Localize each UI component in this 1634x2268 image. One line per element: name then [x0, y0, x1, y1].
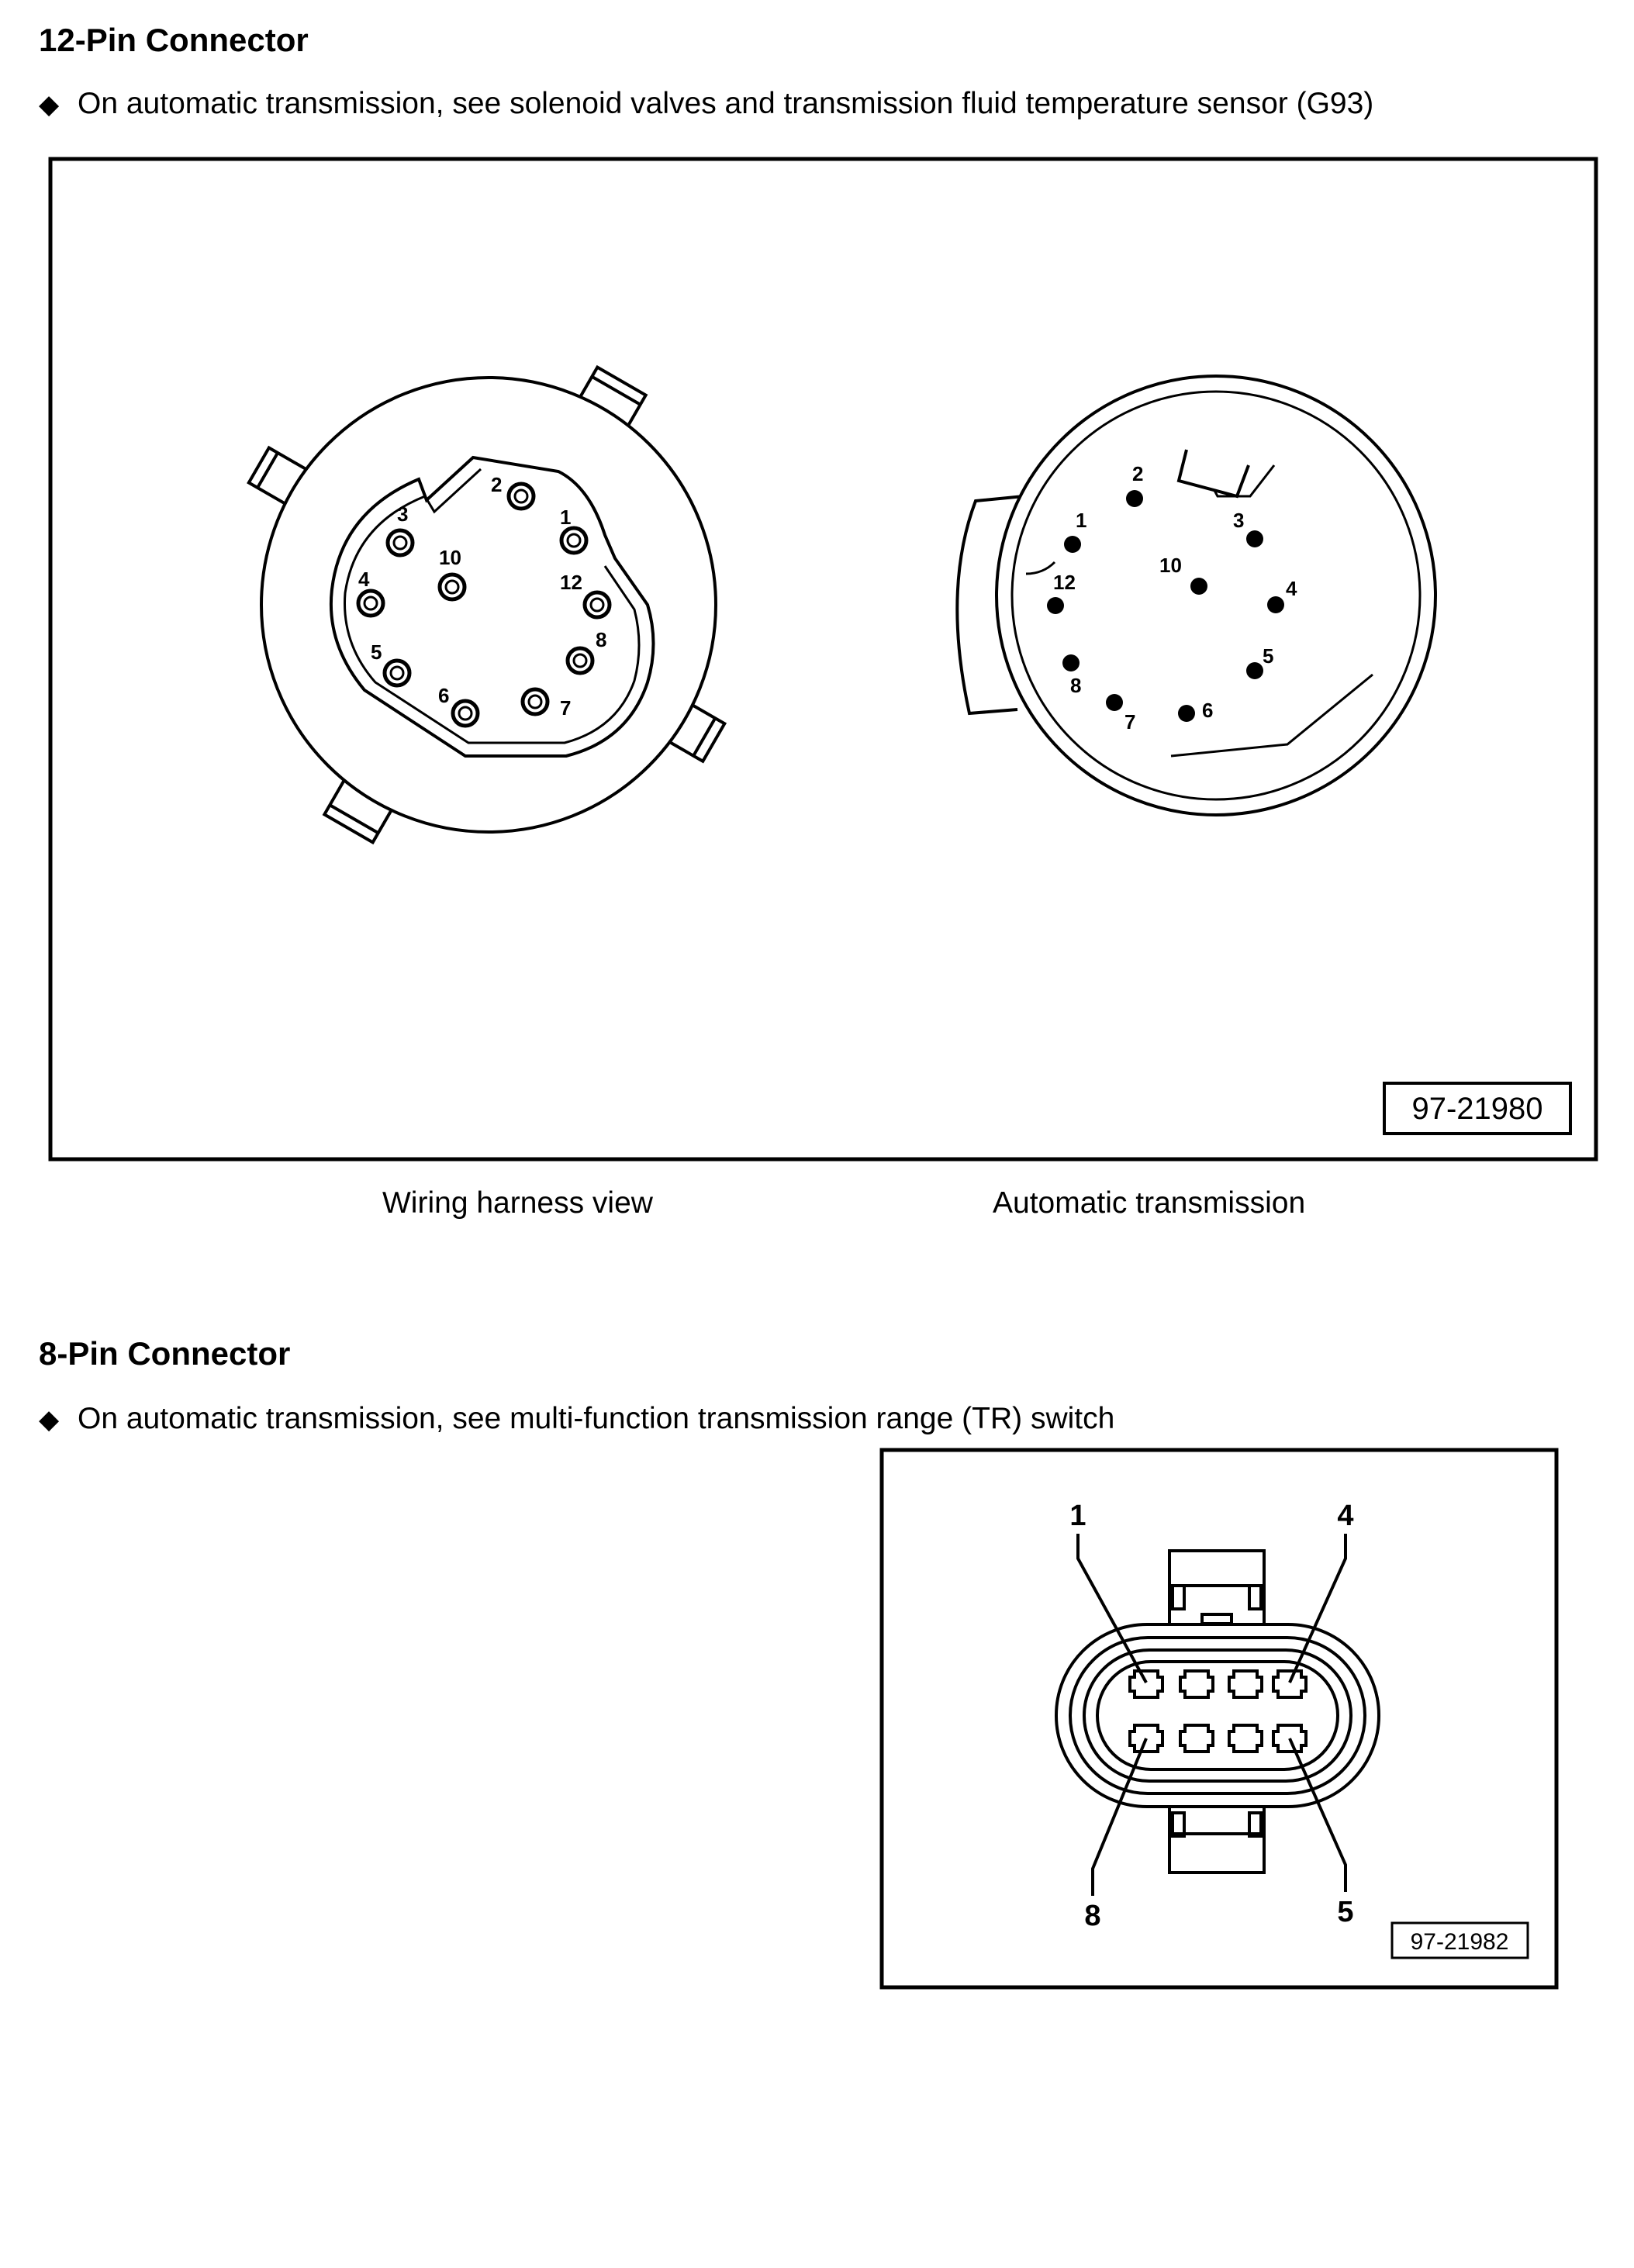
- transmission-pin-label-10: 10: [1159, 554, 1182, 577]
- figure-id-12-pin: 97-21980: [1411, 1092, 1543, 1126]
- transmission-pin-label-2: 2: [1132, 462, 1144, 485]
- eight-pin-label-1: 1: [1069, 1500, 1086, 1532]
- transmission-pin-label-4: 4: [1286, 577, 1297, 600]
- bullet-text-8-pin: On automatic transmission, see multi-function transmission range (TR) switch: [78, 1402, 1115, 1435]
- transmission-pin-8: [1062, 654, 1080, 671]
- transmission-pin-10: [1190, 578, 1207, 595]
- transmission-outer-shell: [997, 376, 1435, 815]
- harness-pin-label-8: 8: [596, 628, 607, 651]
- harness-pin-label-7: 7: [560, 696, 572, 720]
- eight-pin-label-5: 5: [1337, 1896, 1354, 1928]
- transmission-pin-label-7: 7: [1124, 710, 1136, 734]
- transmission-pin-label-3: 3: [1233, 509, 1245, 532]
- heading-8-pin-connector: 8-Pin Connector: [39, 1335, 291, 1372]
- transmission-pin-2: [1126, 490, 1143, 507]
- transmission-pin-1: [1064, 536, 1081, 553]
- harness-pin-label-3: 3: [397, 502, 409, 526]
- caption-automatic-transmission: Automatic transmission: [993, 1186, 1306, 1220]
- transmission-pin-label-8: 8: [1070, 674, 1082, 697]
- eight-pin-connector: [1056, 1534, 1379, 1896]
- harness-pin-label-2: 2: [491, 473, 503, 496]
- transmission-pin-label-6: 6: [1202, 699, 1214, 722]
- figure-id-8-pin: 97-21982: [1410, 1929, 1509, 1955]
- harness-connector: [249, 368, 724, 843]
- transmission-pin-label-12: 12: [1053, 571, 1076, 594]
- transmission-pin-12: [1047, 597, 1064, 614]
- caption-wiring-harness-view: Wiring harness view: [382, 1186, 653, 1220]
- harness-pin-label-6: 6: [438, 684, 450, 707]
- harness-pin-label-12: 12: [560, 571, 582, 594]
- eight-pin-label-4: 4: [1337, 1500, 1354, 1532]
- harness-pin-label-10: 10: [439, 546, 461, 569]
- diamond-bullet-icon: ◆: [39, 1405, 60, 1434]
- transmission-pin-3: [1246, 530, 1263, 547]
- bullet-8-pin: [39, 1402, 1114, 1436]
- transmission-pin-5: [1246, 662, 1263, 679]
- transmission-pin-7: [1106, 694, 1123, 711]
- harness-pin-label-5: 5: [371, 640, 382, 664]
- diamond-bullet-icon: ◆: [39, 90, 60, 119]
- bullet-text-12-pin: On automatic transmission, see solenoid valves and transmission fluid temperature sensor (G93): [78, 87, 1374, 120]
- transmission-pin-label-5: 5: [1263, 644, 1274, 668]
- transmission-pin-label-1: 1: [1076, 509, 1087, 532]
- harness-pin-label-1: 1: [560, 506, 572, 529]
- eight-pin-label-8: 8: [1084, 1900, 1101, 1932]
- transmission-connector: [957, 376, 1435, 815]
- heading-12-pin-connector: 12-Pin Connector: [39, 22, 309, 58]
- transmission-pin-4: [1267, 596, 1284, 613]
- harness-pin-label-4: 4: [358, 568, 370, 591]
- transmission-pin-6: [1178, 705, 1195, 722]
